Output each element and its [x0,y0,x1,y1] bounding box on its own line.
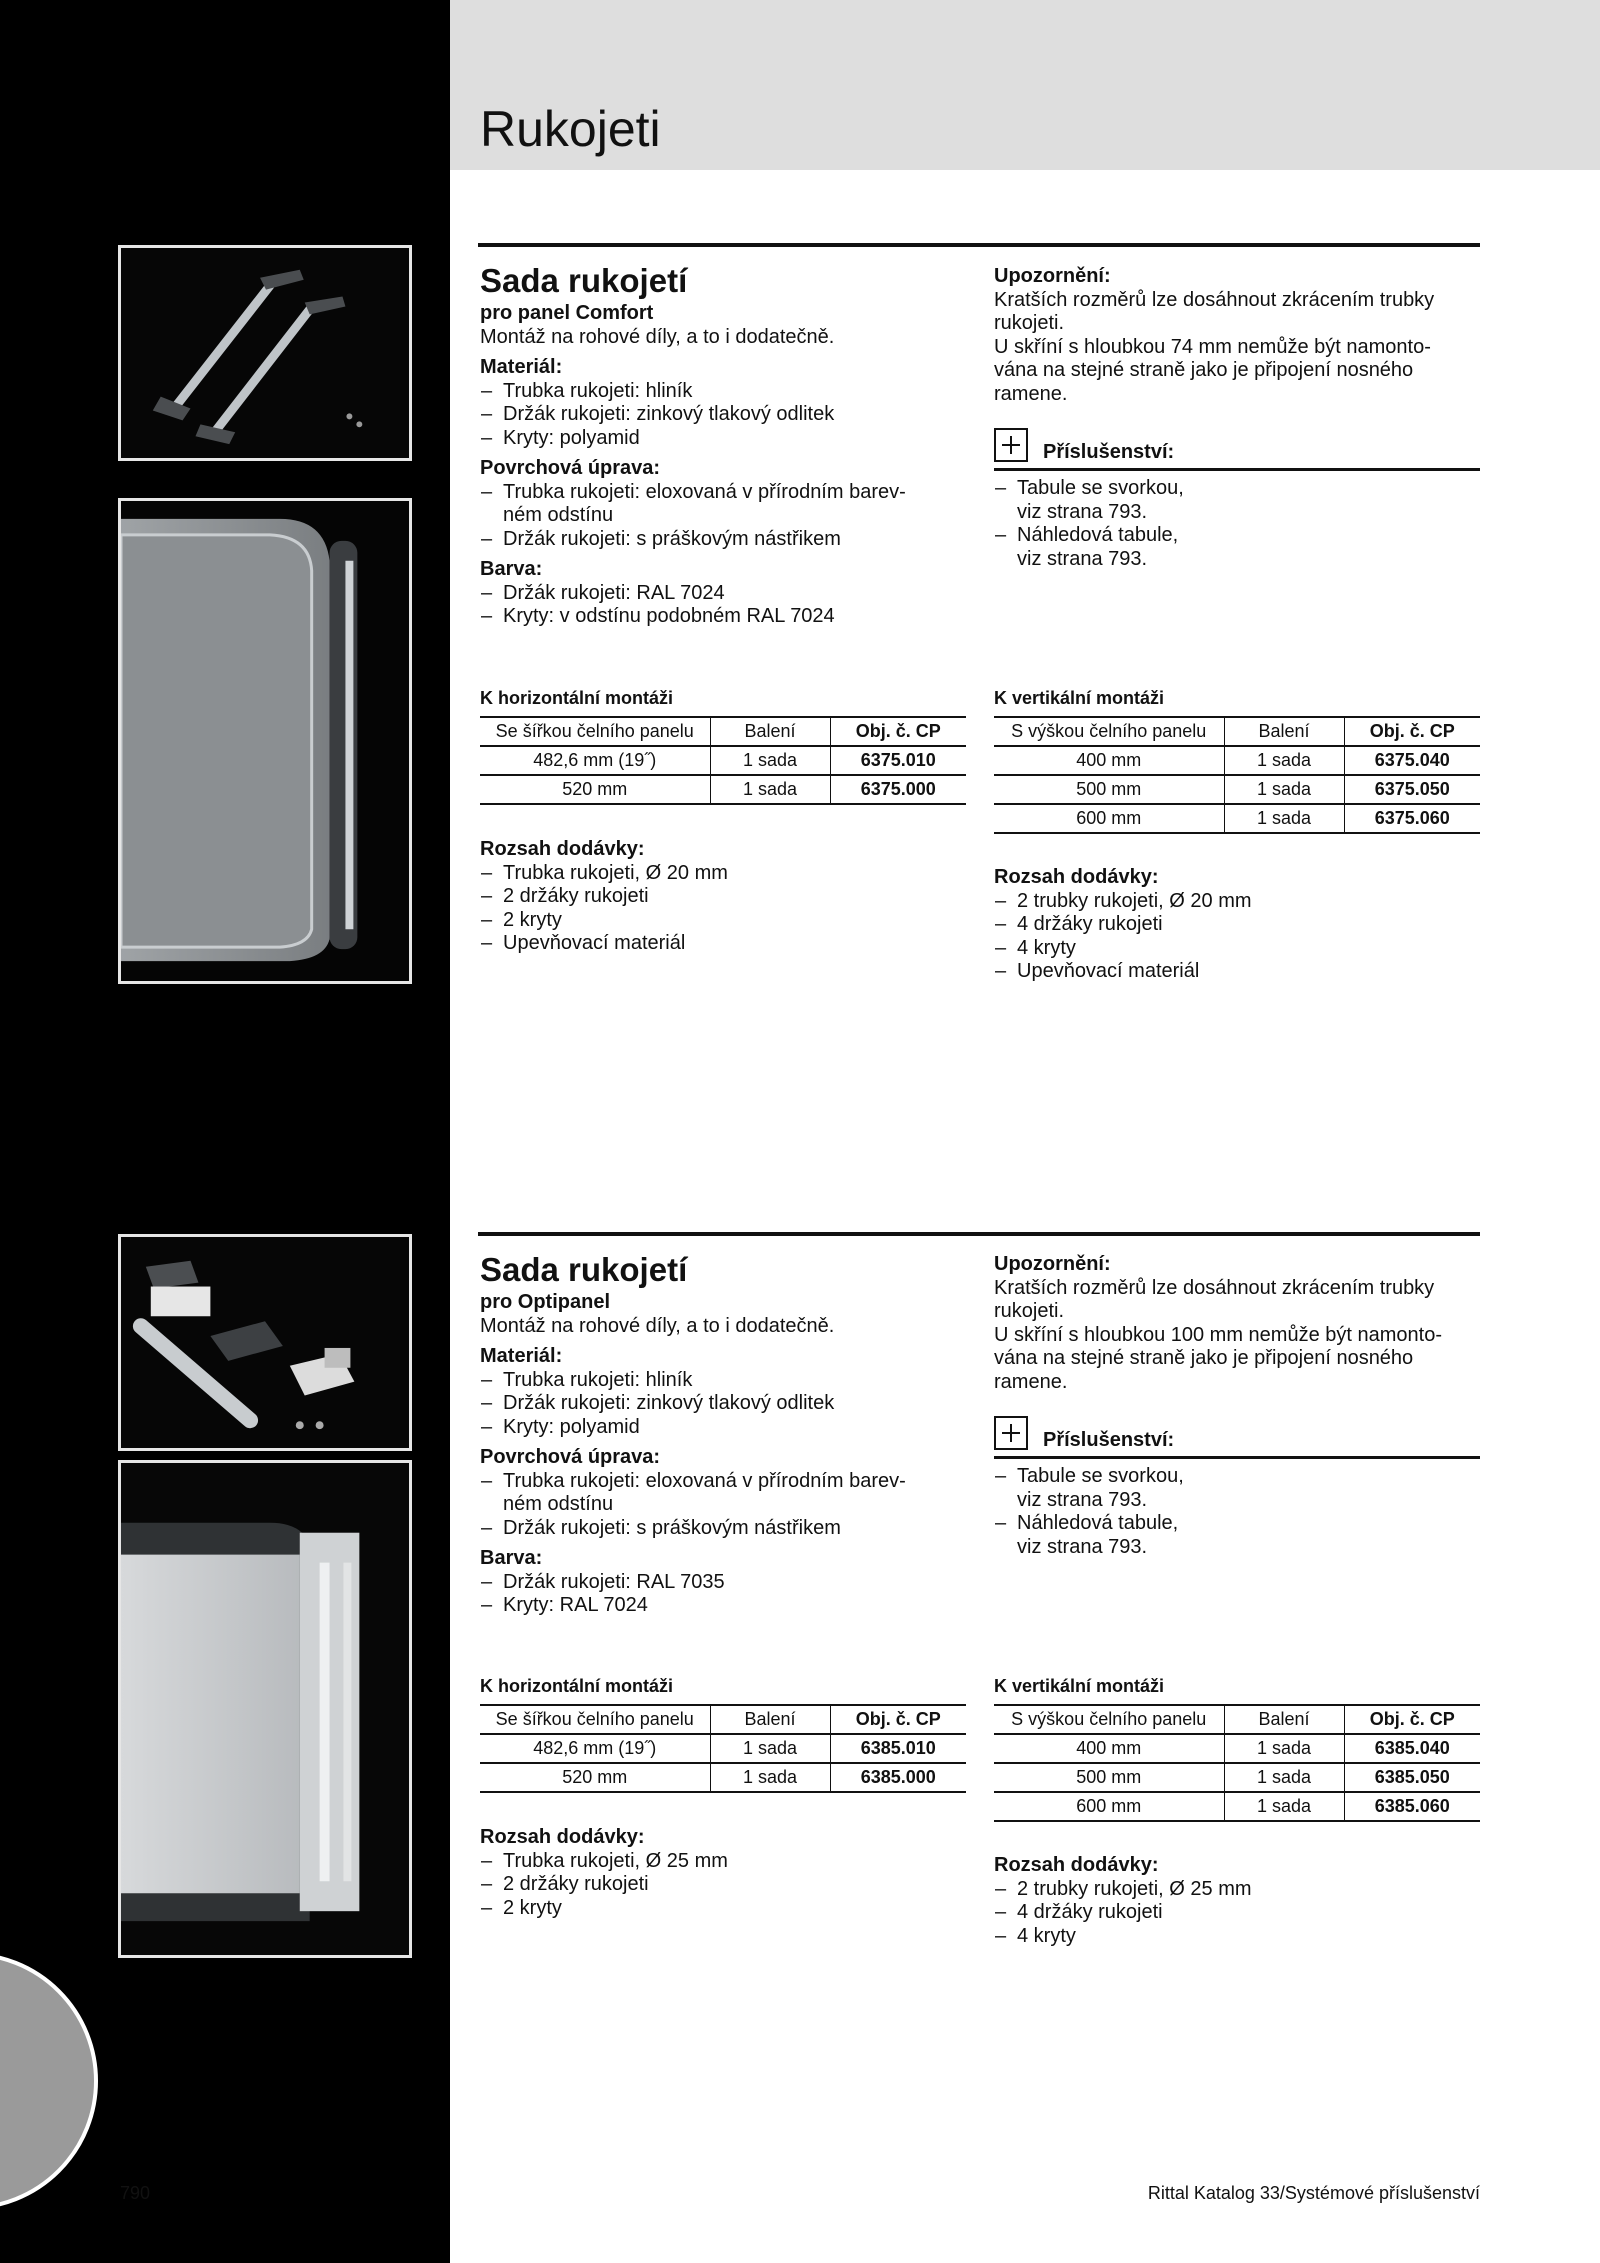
table-cell: 500 mm [994,775,1224,804]
column-header: Balení [710,717,830,746]
list-item: – Držák rukojeti: s práškovým nástřikem [480,1517,950,1541]
section-1-material-label: Materiál: [480,356,563,378]
section-2-note: Kratších rozměrů lze dosáhnout zkrácením trubky rukojeti. U skříní s hloubkou 100 mm nemůže být namonto- vána na stejné straně jako je připojení nosného ramene. [994,1276,1442,1393]
section-2-vertical-title: K vertikální montáži [994,1676,1165,1696]
section-2-finish-label: Povrchová úprava: [480,1446,661,1468]
list-item: – 2 trubky rukojeti, Ø 25 mm [994,1878,1480,1902]
scope-list [994,890,1480,984]
list-item: – Držák rukojeti: zinkový tlakový odlitek [480,403,950,427]
scope-list [994,1878,1480,1949]
page-title: Rukojeti [480,101,661,157]
table-cell: 600 mm [994,1792,1224,1821]
section-1-accessories-list [994,477,1480,571]
table-header-row [994,717,1480,746]
section-1-accessories-label: Příslušenství: [1043,440,1175,463]
section-1-color-label: Barva: [480,558,543,580]
section-2-material-list [480,1369,950,1440]
table-cell: 1 sada [1224,746,1344,775]
list-item: – Držák rukojeti: RAL 7035 [480,1571,950,1595]
section-1-intro: Montáž na rohové díly, a to i dodatečně. [480,325,835,348]
list-item: – Kryty: polyamid [480,1416,950,1440]
scope-label: Rozsah dodávky: [994,1854,1159,1876]
column-header: Obj. č. CP [1344,1705,1480,1734]
list-item: – Tabule se svorkou, viz strana 793. [994,1465,1480,1512]
table-row [994,775,1480,804]
table-row [994,746,1480,775]
list-item: – Kryty: RAL 7024 [480,1594,950,1618]
list-item: – Trubka rukojeti: hliník [480,380,950,404]
list-item: – Trubka rukojeti, Ø 20 mm [480,862,950,886]
section-1-note-label: Upozornění: [994,265,1111,287]
table-row [480,1763,966,1792]
section-2-horizontal-table [480,1704,966,1793]
section-1-finish-list [480,481,950,552]
order-number: 6375.050 [1344,775,1480,804]
table-row [994,1763,1480,1792]
list-item: – Trubka rukojeti, Ø 25 mm [480,1850,950,1874]
table-cell: 1 sada [710,1734,830,1763]
list-item: – Upevňovací materiál [994,960,1480,984]
order-number: 6385.040 [1344,1734,1480,1763]
list-item: – Upevňovací materiál [480,932,950,956]
table-row [994,1792,1480,1821]
order-number: 6385.000 [830,1763,966,1792]
list-item: – 2 kryty [480,1897,950,1921]
order-number: 6375.000 [830,775,966,804]
section-1-note: Kratších rozměrů lze dosáhnout zkrácením trubky rukojeti. U skříní s hloubkou 74 mm nemůže být namonto- vána na stejné straně jako je připojení nosného ramene. [994,288,1435,405]
list-item: – Trubka rukojeti: hliník [480,1369,950,1393]
table-header-row [480,1705,966,1734]
list-item: – Kryty: v odstínu podobném RAL 7024 [480,605,950,629]
table-cell: 482,6 mm (19˝) [480,1734,710,1763]
section-2-left-column [480,1251,950,1618]
list-item: – Tabule se svorkou, viz strana 793. [994,477,1480,524]
column-header: Obj. č. CP [1344,717,1480,746]
section-1-scope-vertical [994,866,1480,984]
list-item: – 4 držáky rukojeti [994,913,1480,937]
section-1-right-column [994,265,1480,571]
list-item: – Držák rukojeti: s práškovým nástřikem [480,528,950,552]
list-item: – Trubka rukojeti: eloxovaná v přírodním barev- ném odstínu [480,1470,950,1517]
list-item: – Trubka rukojeti: eloxovaná v přírodním barev- ném odstínu [480,481,950,528]
table-row [994,804,1480,833]
list-item: – 2 kryty [480,909,950,933]
table-cell: 1 sada [710,1763,830,1792]
comfort-panel-handle-photo [118,498,412,984]
section-1-subheading: pro panel Comfort [480,302,654,324]
section-2-note-label: Upozornění: [994,1253,1111,1275]
section-1-finish-label: Povrchová úprava: [480,457,661,479]
section-2-material-label: Materiál: [480,1345,563,1367]
scope-label: Rozsah dodávky: [994,866,1159,888]
section-2-subheading: pro Optipanel [480,1291,610,1313]
list-item: – 4 kryty [994,937,1480,961]
list-item: – Držák rukojeti: RAL 7024 [480,582,950,606]
table-cell: 1 sada [1224,804,1344,833]
section-1-vertical-title: K vertikální montáži [994,688,1165,708]
scope-list [480,862,950,956]
table-row [480,746,966,775]
table-cell: 400 mm [994,1734,1224,1763]
order-number: 6385.060 [1344,1792,1480,1821]
column-header: S výškou čelního panelu [994,717,1224,746]
table-header-row [480,717,966,746]
section-2-accessories-list [994,1465,1480,1559]
section-2-scope-horizontal [480,1826,950,1920]
list-item: – 2 držáky rukojeti [480,1873,950,1897]
section-1-left-column [480,262,950,629]
list-item: – 4 kryty [994,1925,1480,1949]
table-cell: 1 sada [1224,1763,1344,1792]
scope-list [480,1850,950,1921]
table-cell: 520 mm [480,775,710,804]
list-item: – Náhledová tabule, viz strana 793. [994,524,1480,571]
scope-label: Rozsah dodávky: [480,838,645,860]
optipanel-handle-photo [118,1460,412,1958]
section-1-color-list [480,582,950,629]
table-cell: 1 sada [1224,1734,1344,1763]
list-item: – Držák rukojeti: zinkový tlakový odlitek [480,1392,950,1416]
plus-icon [994,1416,1028,1450]
plus-icon [994,428,1028,462]
section-1-scope-horizontal [480,838,950,956]
list-item: – 2 trubky rukojeti, Ø 20 mm [994,890,1480,914]
optipanel-handle-parts-photo [118,1234,412,1451]
table-cell: 1 sada [710,775,830,804]
order-number: 6385.050 [1344,1763,1480,1792]
list-item: – Náhledová tabule, viz strana 793. [994,1512,1480,1559]
order-number: 6375.040 [1344,746,1480,775]
table-header-row [994,1705,1480,1734]
table-cell: 500 mm [994,1763,1224,1792]
scope-label: Rozsah dodávky: [480,1826,645,1848]
order-number: 6375.010 [830,746,966,775]
table-cell: 600 mm [994,804,1224,833]
table-cell: 1 sada [1224,1792,1344,1821]
table-cell: 400 mm [994,746,1224,775]
section-1-rule [478,243,1480,247]
list-item: – 4 držáky rukojeti [994,1901,1480,1925]
list-item: – Kryty: polyamid [480,427,950,451]
table-row [994,1734,1480,1763]
section-2-color-label: Barva: [480,1547,543,1569]
column-header: Se šířkou čelního panelu [480,717,710,746]
section-2-right-column [994,1253,1480,1559]
section-2-accessories-header [994,1416,1480,1459]
column-header: Balení [710,1705,830,1734]
section-2-heading: Sada rukojetí [480,1251,688,1288]
section-1-horizontal-title: K horizontální montáži [480,688,673,708]
table-row [480,1734,966,1763]
column-header: Balení [1224,1705,1344,1734]
section-2-vertical-table [994,1704,1480,1822]
page-number: 790 [120,2183,151,2203]
section-1-horizontal-table [480,716,966,805]
section-2-intro: Montáž na rohové díly, a to i dodatečně. [480,1314,835,1337]
order-number: 6375.060 [1344,804,1480,833]
catalog-footer: Rittal Katalog 33/Systémové příslušenství [1147,2183,1480,2203]
section-1-material-list [480,380,950,451]
section-1-heading: Sada rukojetí [480,262,688,299]
section-1-vertical-table [994,716,1480,834]
section-2-rule [478,1232,1480,1236]
column-header: Se šířkou čelního panelu [480,1705,710,1734]
column-header: Obj. č. CP [830,717,966,746]
table-cell: 1 sada [710,746,830,775]
column-header: S výškou čelního panelu [994,1705,1224,1734]
section-2-finish-list [480,1470,950,1541]
table-cell: 482,6 mm (19˝) [480,746,710,775]
column-header: Balení [1224,717,1344,746]
section-2-horizontal-title: K horizontální montáži [480,1676,673,1696]
table-cell: 1 sada [1224,775,1344,804]
section-2-color-list [480,1571,950,1618]
section-2-scope-vertical [994,1854,1480,1948]
section-2-accessories-label: Příslušenství: [1043,1428,1175,1451]
table-row [480,775,966,804]
handle-set-parts-photo [118,245,412,461]
list-item: – 2 držáky rukojeti [480,885,950,909]
column-header: Obj. č. CP [830,1705,966,1734]
table-cell: 520 mm [480,1763,710,1792]
section-1-accessories-header [994,428,1480,471]
order-number: 6385.010 [830,1734,966,1763]
